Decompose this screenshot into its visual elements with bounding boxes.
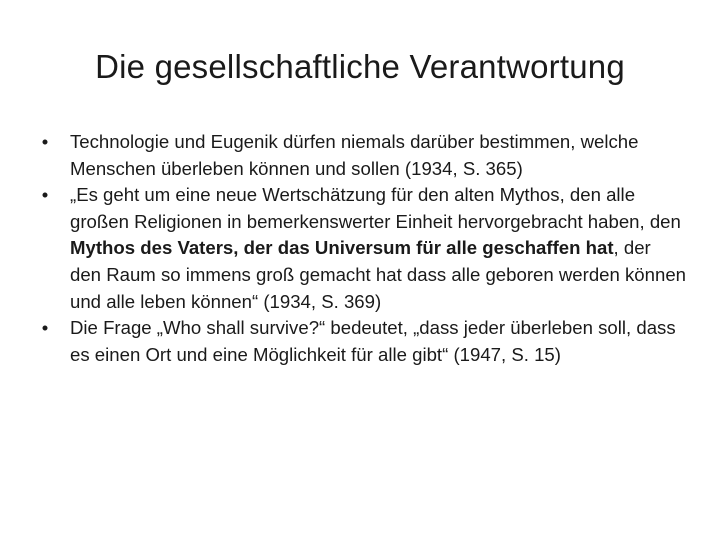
bullet-list — [36, 129, 686, 368]
bullet-text-bold: Mythos des Vaters, der das Universum für alle geschaffen hat — [70, 237, 614, 259]
bullet-item — [36, 182, 686, 315]
bullet-text: Technologie und Eugenik dürfen niemals darüber bestimmen, welche Menschen überleben können und sollen (1934, S. 365) — [70, 131, 639, 179]
bullet-dot-icon: • — [41, 131, 49, 152]
bullet-text-part: „Es geht um eine neue Wertschätzung für den alten Mythos, den alle großen Religionen in bemerkenswerter Einheit hervorgebracht haben, den — [70, 184, 681, 232]
bullet-item — [36, 315, 686, 368]
slide-title: Die gesellschaftliche Verantwortung — [95, 48, 625, 85]
bullet-item — [36, 129, 686, 182]
bullet-text-part: , der den Raum so immens groß gemacht hat dass alle geboren werden können und alle leben können“ (1934, S. 369) — [70, 237, 687, 312]
bullet-dot-icon: • — [41, 317, 49, 339]
bullet-text: Die Frage „Who shall survive?“ bedeutet, „dass jeder überleben soll, dass es einen Ort und eine Möglichkeit für alle gibt“ (1947, S. 15) — [70, 317, 676, 365]
bullet-dot-icon: • — [41, 184, 49, 206]
